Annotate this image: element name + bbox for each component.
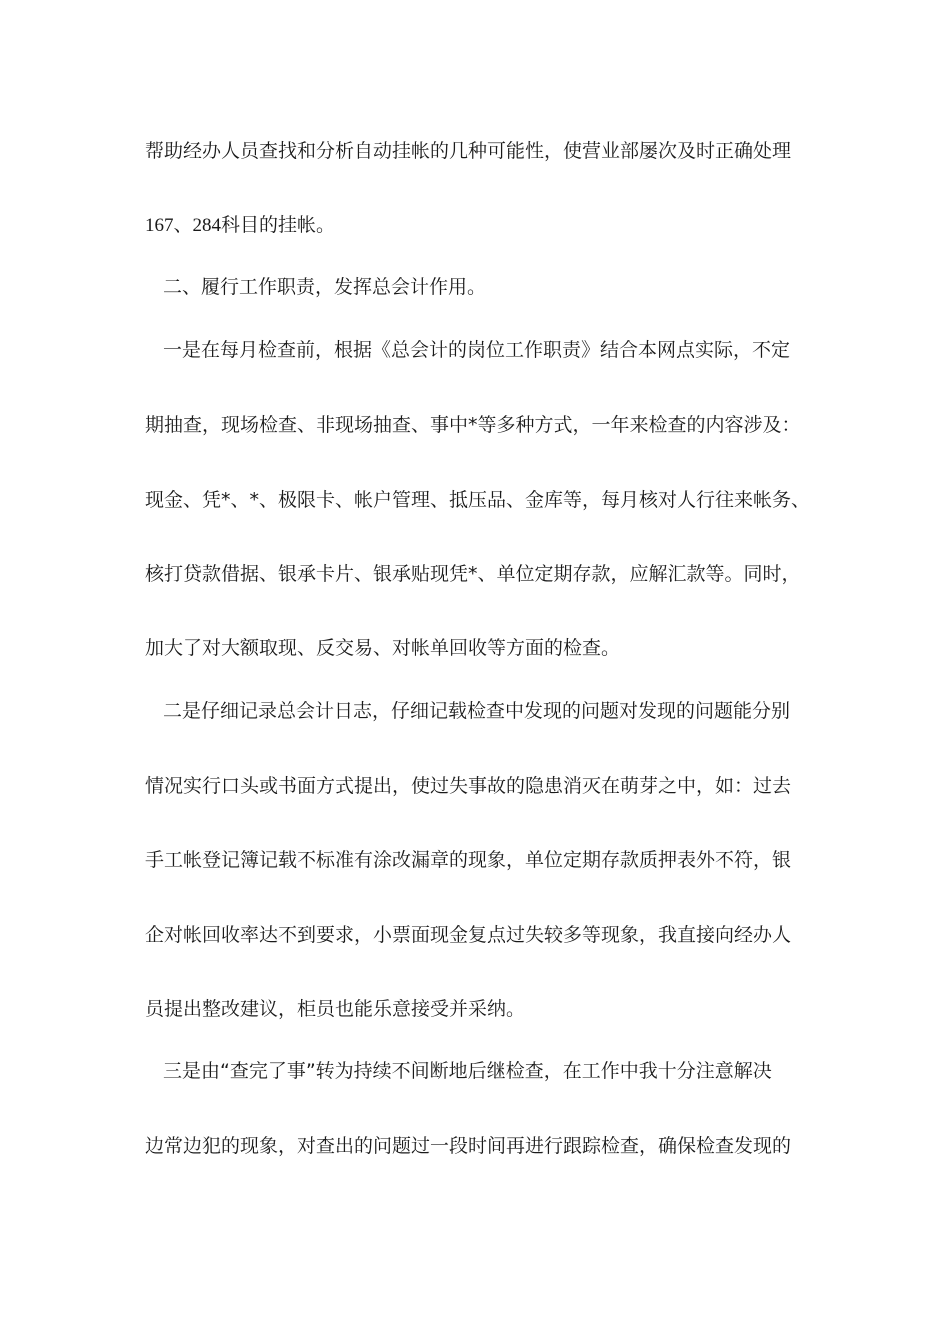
paragraph-line: 二是仔细记录总会计日志，仔细记载检查中发现的问题对发现的问题能分别 <box>163 700 791 722</box>
account-codes: 167、284 <box>145 215 222 236</box>
paragraph-line: 三是由“查完了事”转为持续不间断地后继检查，在工作中我十分注意解决 <box>163 1060 772 1082</box>
paragraph-line: 核打贷款借据、银承卡片、银承贴现凭*、单位定期存款，应解汇款等。同时， <box>145 563 801 585</box>
section-heading: 二、履行工作职责，发挥总会计作用。 <box>163 276 487 298</box>
paragraph-line: 现金、凭*、*、极限卡、帐户管理、抵压品、金库等，每月核对人行往来帐务、 <box>145 489 811 511</box>
paragraph-line: 员提出整改建议，柜员也能乐意接受并采纳。 <box>145 998 526 1020</box>
paragraph-line: 手工帐登记簿记载不标准有涂改漏章的现象，单位定期存款质押表外不符，银 <box>145 849 792 871</box>
paragraph-line: 企对帐回收率达不到要求，小票面现金复点过失较多等现象，我直接向经办人 <box>145 924 792 946</box>
paragraph-line: 一是在每月检查前，根据《总会计的岗位工作职责》结合本网点实际，不定 <box>163 339 791 361</box>
paragraph-line: 边常边犯的现象，对查出的问题过一段时间再进行跟踪检查，确保检查发现的 <box>145 1135 792 1157</box>
paragraph-line: 加大了对大额取现、反交易、对帐单回收等方面的检查。 <box>145 637 621 659</box>
paragraph-line: 帮助经办人员查找和分析自动挂帐的几种可能性，使营业部屡次及时正确处理 <box>145 140 792 162</box>
account-suffix: 科目的挂帐。 <box>221 214 336 236</box>
paragraph-line: 情况实行口头或书面方式提出，使过失事故的隐患消灭在萌芽之中，如：过去 <box>145 775 792 797</box>
paragraph-line: 期抽查，现场检查、非现场抽查、事中*等多种方式，一年来检查的内容涉及： <box>145 414 801 436</box>
paragraph-line <box>145 210 825 240</box>
